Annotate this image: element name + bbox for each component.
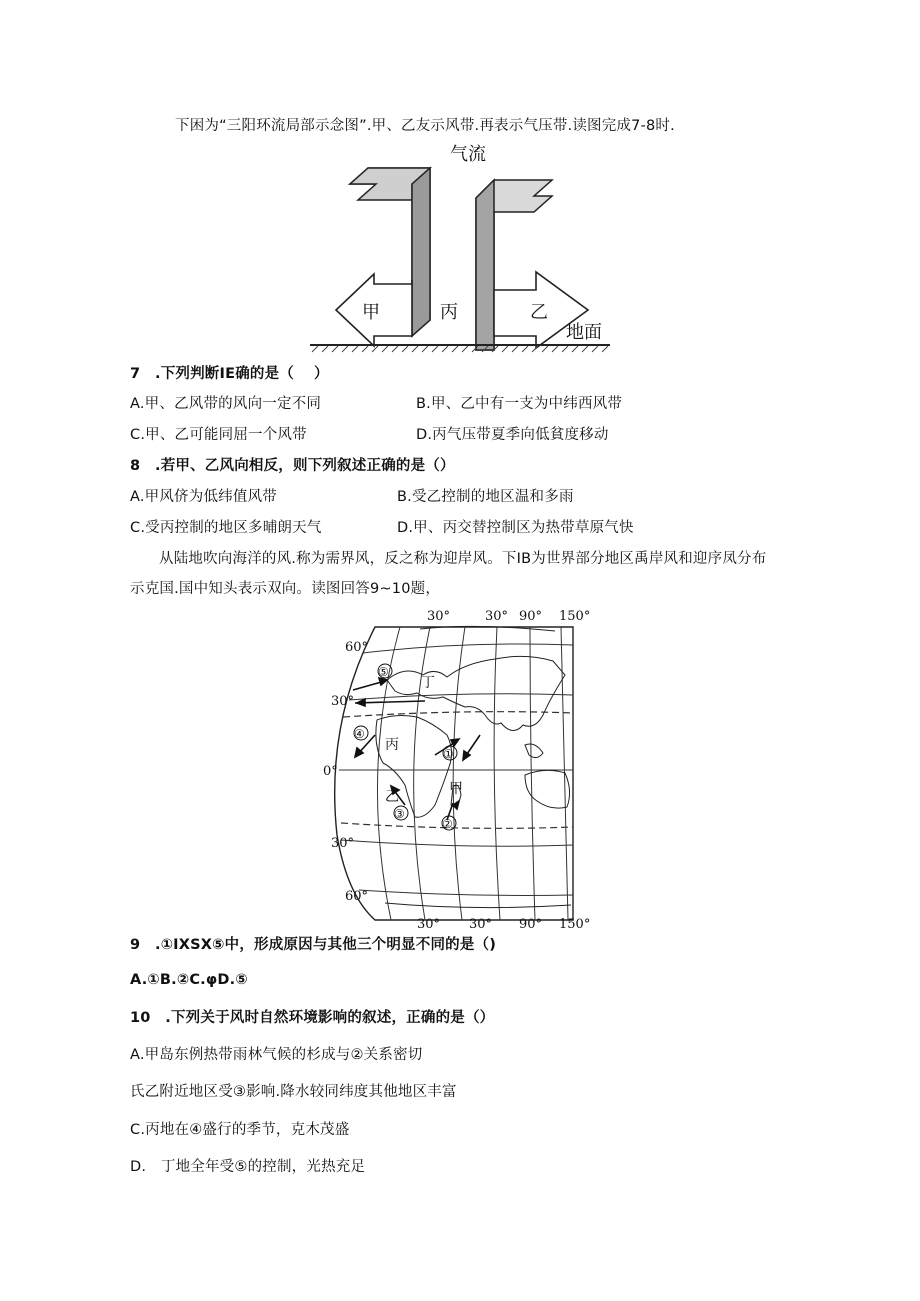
left-airflow-arrow	[336, 168, 430, 346]
world-wind-map	[325, 605, 595, 930]
marker-2: ②	[442, 817, 453, 831]
bottom-lon-label: 30°	[469, 917, 493, 932]
bottom-lon-label: 30°	[417, 917, 441, 932]
lat-label: 30°	[331, 694, 355, 709]
q8-option-c: C.受丙控制的地区多晡朗天气	[130, 520, 322, 536]
q9-stem: 9 .①IXSX⑤中，形成原因与其他三个明显不同的是（)	[130, 937, 497, 953]
q9-options: A.①B.②C.φD.⑤	[130, 972, 248, 988]
label-yi: 乙	[530, 302, 548, 323]
q10-stem: 10 .下列关于风时自然环境影响的叙述，正确的是（）	[130, 1010, 495, 1026]
marker-1: ①	[443, 747, 454, 761]
label-jia: 甲	[362, 302, 380, 323]
q8-option-d: D.甲、丙交替控制区为热带草原气快	[397, 520, 634, 536]
top-lon-label: 150°	[559, 609, 591, 624]
q7-option-d: D.丙气压带夏季向低貧度移动	[416, 427, 609, 443]
top-lon-label: 90°	[519, 609, 543, 624]
q10-option-d: D. 丁地全年受⑤的控制，光热充足	[130, 1159, 366, 1175]
marker-4: ④	[354, 727, 365, 741]
airflow-label: 气流	[450, 144, 486, 165]
label-bing: 丙	[440, 302, 458, 323]
map-label-yi: 乙	[385, 789, 399, 805]
lat-label: 0°	[323, 764, 338, 779]
q10-option-c: C.丙地在④盛行的季节，克木茂盛	[130, 1122, 350, 1138]
marker-5: ⑤	[378, 665, 389, 679]
top-lon-label: 30°	[427, 609, 451, 624]
q8-option-a: A.甲风侪为低纬值风带	[130, 489, 277, 505]
q7-option-b: B.甲、乙中有一支为中纬西风带	[416, 396, 623, 412]
map-label-bing: 丙	[385, 737, 399, 753]
map-label-ding: 丁	[421, 675, 435, 691]
intro-text-2-line2: 示克国.国中知头表示双向。读图回答9~10题，	[130, 581, 441, 597]
lat-label: 60°	[345, 889, 369, 904]
lat-label: 60°	[345, 640, 369, 655]
q10-option-a: A.甲岛东例热带雨林气候的杉成与②关系密切	[130, 1047, 423, 1063]
q7-option-a: A.甲、乙风带的风向一定不同	[130, 396, 322, 412]
lat-label: 30°	[331, 836, 355, 851]
q7-stem: 7 .下列判断IE确的是（ ）	[130, 366, 329, 382]
q8-option-b: B.受乙控制的地区温和多雨	[397, 489, 574, 505]
bottom-lon-label: 150°	[559, 917, 591, 932]
map-label-jia: 甲	[449, 781, 463, 797]
q8-stem: 8 .若甲、乙风向相反，则下列叙述正确的是（）	[130, 458, 455, 474]
circulation-diagram	[300, 140, 620, 355]
intro-text-1: 下困为“三阳环流局部示念图”.甲、乙友示风带.再表示气压带.读图完成7-8时.	[175, 118, 675, 134]
marker-3: ③	[394, 807, 405, 821]
intro-text-2-line1: 从陆地吹向海洋的风.称为需界风，反之称为迎岸风。下IB为世界部分地区禹岸风和迎序凤分布	[159, 551, 767, 567]
q10-option-b: 氏乙附近地区受③影响.降水较同纬度其他地区丰富	[130, 1084, 457, 1100]
q7-option-c: C.甲、乙可能同屈一个风带	[130, 427, 307, 443]
label-ground: 地面	[566, 322, 602, 343]
bottom-lon-label: 90°	[519, 917, 543, 932]
top-lon-label: 30°	[485, 609, 509, 624]
